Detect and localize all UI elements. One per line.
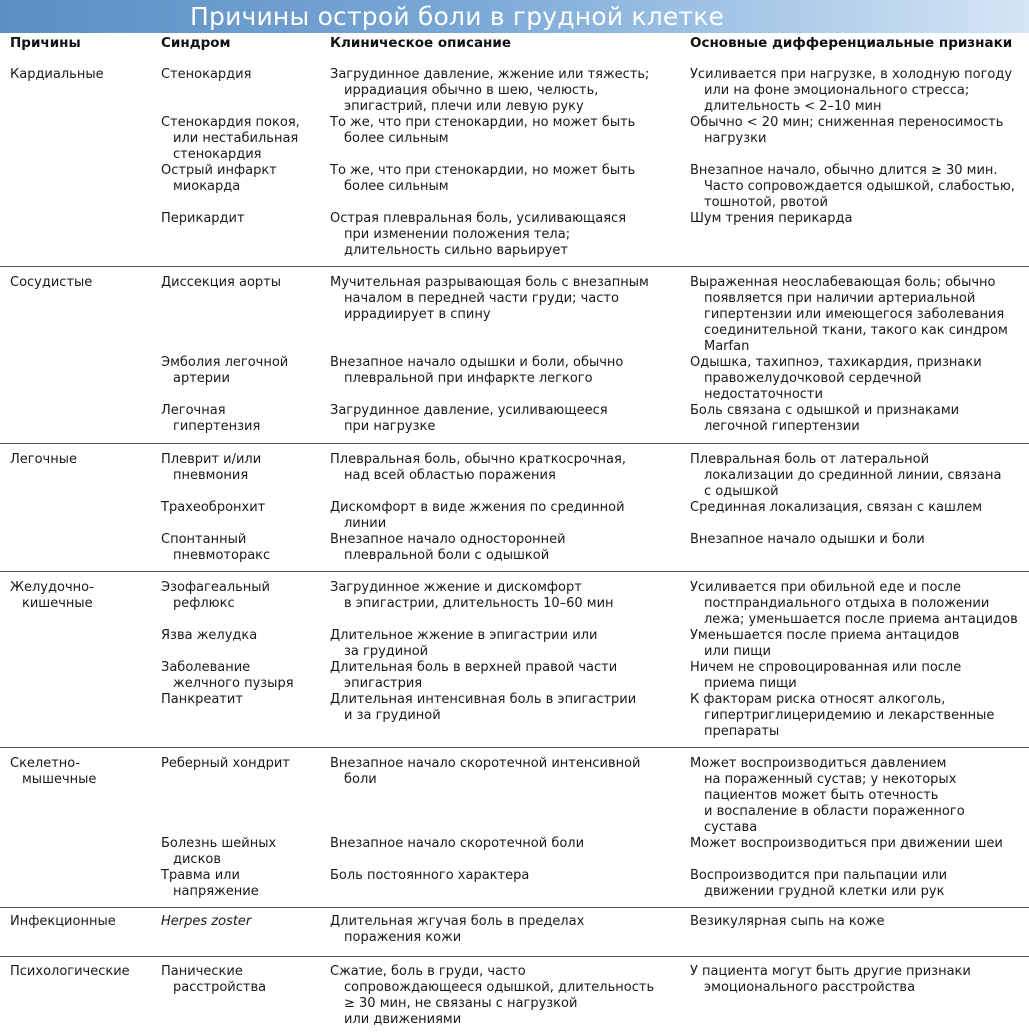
- syndrome-cell: [161, 964, 266, 996]
- clinical-cell-line: длительность сильно варьирует: [344, 243, 568, 258]
- syndrome-cell: [161, 580, 270, 612]
- group-name: [10, 580, 94, 612]
- differential-cell-line: постпрандиального отдыха в положении: [704, 596, 990, 611]
- differential-cell-line: Срединная локализация, связан с кашлем: [690, 500, 983, 515]
- differential-cell-line: Выраженная неослабевающая боль; обычно: [690, 275, 996, 290]
- differential-cell: [690, 692, 994, 740]
- syndrome-cell: [161, 275, 281, 291]
- group-name: Сосудистые: [10, 275, 93, 290]
- clinical-cell-line: Загрудинное давление, усиливающееся: [330, 403, 608, 418]
- differential-cell-line: Боль связана с одышкой и признаками: [690, 403, 960, 418]
- differential-cell-line: сустава: [704, 820, 758, 835]
- clinical-cell-line: Внезапное начало скоротечной боли: [330, 836, 585, 851]
- clinical-cell: [330, 275, 649, 323]
- differential-cell-line: лежа; уменьшается после приема антацидов: [704, 612, 1018, 627]
- differential-cell-line: на пораженный сустав; у некоторых: [704, 772, 957, 787]
- differential-cell-line: эмоционального расстройства: [704, 980, 916, 995]
- group-separator: [0, 747, 1029, 748]
- differential-cell: [690, 660, 961, 692]
- differential-cell: [690, 355, 982, 403]
- syndrome-cell: [161, 868, 259, 900]
- clinical-cell: [330, 452, 626, 484]
- syndrome-cell-line: рефлюкс: [173, 596, 235, 611]
- clinical-cell: [330, 115, 635, 147]
- clinical-cell: [330, 628, 597, 660]
- differential-cell-line: Обычно < 20 мин; сниженная переносимость: [690, 115, 1004, 130]
- clinical-cell-line: эпигастрия: [344, 676, 423, 691]
- differential-cell-line: Одышка, тахипноэ, тахикардия, признаки: [690, 355, 982, 370]
- group-name: Инфекционные: [10, 914, 116, 929]
- syndrome-cell-line: стенокардия: [173, 147, 262, 162]
- syndrome-cell: [161, 211, 245, 227]
- syndrome-cell: [161, 115, 300, 163]
- clinical-cell-line: поражения кожи: [344, 930, 462, 945]
- differential-cell: [690, 914, 884, 930]
- syndrome-cell-line: Диссекция аорты: [161, 275, 282, 290]
- group-name-line: Скелетно-: [10, 756, 80, 771]
- clinical-cell-line: Сжатие, боль в груди, часто: [330, 964, 526, 979]
- clinical-cell-line: Длительная интенсивная боль в эпигастрии: [330, 692, 637, 707]
- clinical-cell-line: и за грудиной: [344, 708, 441, 723]
- differential-cell-line: Плевральная боль от латеральной: [690, 452, 930, 467]
- differential-cell-line: пациентов может быть отечность: [704, 788, 939, 803]
- syndrome-cell-line: Болезнь шейных: [161, 836, 277, 851]
- clinical-cell-line: началом в передней части груди; часто: [344, 291, 619, 306]
- clinical-cell-line: при нагрузке: [344, 419, 436, 434]
- syndrome-cell-line: Панкреатит: [161, 692, 243, 707]
- differential-cell: [690, 580, 1018, 628]
- differential-cell-line: гипертензии или имеющегося заболевания: [704, 307, 1005, 322]
- clinical-cell: [330, 756, 641, 788]
- differential-cell: [690, 275, 1008, 355]
- syndrome-cell-line: Плеврит и/или: [161, 452, 262, 467]
- differential-cell-line: Воспроизводится при пальпации или: [690, 868, 948, 883]
- differential-cell: [690, 67, 1012, 115]
- group-separator: [0, 266, 1029, 267]
- clinical-cell-line: Внезапное начало скоротечной интенсивной: [330, 756, 641, 771]
- clinical-cell-line: То же, что при стенокардии, но может быть: [330, 163, 636, 178]
- differential-cell-line: Внезапное начало одышки и боли: [690, 532, 925, 547]
- differential-cell-line: Везикулярная сыпь на коже: [690, 914, 885, 929]
- differential-cell-line: или на фоне эмоционального стресса;: [704, 83, 970, 98]
- differential-cell-line: недостаточности: [704, 387, 823, 402]
- clinical-cell-line: иррадиация обычно в шею, челюсть,: [344, 83, 599, 98]
- clinical-cell: [330, 403, 608, 435]
- group-separator: [0, 956, 1029, 957]
- syndrome-cell-line: Эзофагеальный: [161, 580, 271, 595]
- differential-cell-line: Marfan: [704, 339, 750, 354]
- differential-cell-line: движении грудной клетки или рук: [704, 884, 945, 899]
- differential-cell-line: длительность < 2–10 мин: [704, 99, 882, 114]
- clinical-cell-line: Мучительная разрывающая боль с внезапным: [330, 275, 649, 290]
- differential-cell-line: и воспаление в области пораженного: [704, 804, 965, 819]
- syndrome-cell-line: желчного пузыря: [173, 676, 294, 691]
- clinical-cell-line: иррадиирует в спину: [344, 307, 491, 322]
- syndrome-cell-line: пневмоторакс: [173, 548, 271, 563]
- clinical-cell-line: Загрудинное жжение и дискомфорт: [330, 580, 582, 595]
- group-separator: [0, 907, 1029, 908]
- clinical-cell-line: над всей областью поражения: [344, 468, 556, 483]
- differential-cell-line: с одышкой: [704, 484, 779, 499]
- differential-cell-line: Внезапное начало, обычно длится ≥ 30 мин.: [690, 163, 998, 178]
- syndrome-cell-line: дисков: [173, 852, 222, 867]
- syndrome-cell-line: Эмболия легочной: [161, 355, 289, 370]
- group-name: Кардиальные: [10, 67, 104, 82]
- syndrome-cell-line: пневмония: [173, 468, 249, 483]
- syndrome-cell: [161, 532, 270, 564]
- syndrome-cell-line: Язва желудка: [161, 628, 258, 643]
- title-banner: [0, 0, 1029, 33]
- syndrome-cell-line: Заболевание: [161, 660, 251, 675]
- syndrome-cell-line: Стенокардия покоя,: [161, 115, 300, 130]
- clinical-cell: [330, 211, 626, 259]
- group-name-line: Желудочно-: [10, 580, 94, 595]
- differential-cell-line: тошнотой, рвотой: [704, 195, 828, 210]
- clinical-cell-line: при изменении положения тела;: [344, 227, 571, 242]
- header-cause: Причины: [10, 35, 81, 51]
- differential-cell: [690, 532, 925, 548]
- differential-cell-line: или пищи: [704, 644, 771, 659]
- differential-cell: [690, 211, 852, 227]
- group-separator: [0, 443, 1029, 444]
- differential-cell: [690, 628, 959, 660]
- clinical-cell-line: линии: [344, 516, 387, 531]
- group-name-line: кишечные: [22, 596, 93, 611]
- syndrome-cell-line: Реберный хондрит: [161, 756, 290, 771]
- clinical-cell-line: сопровождающееся одышкой, длительность: [344, 980, 655, 995]
- clinical-cell-line: Загрудинное давление, жжение или тяжесть;: [330, 67, 650, 82]
- clinical-cell-line: Длительная боль в верхней правой части: [330, 660, 618, 675]
- clinical-cell-line: за грудиной: [344, 644, 429, 659]
- differential-cell-line: Усиливается при обильной еде и после: [690, 580, 961, 595]
- differential-cell-line: локализации до срединной линии, связана: [704, 468, 1002, 483]
- syndrome-cell-line: напряжение: [173, 884, 259, 899]
- syndrome-cell: [161, 692, 243, 708]
- syndrome-cell-line: артерии: [173, 371, 230, 386]
- clinical-cell: [330, 500, 625, 532]
- differential-cell-line: появляется при наличии артериальной: [704, 291, 976, 306]
- clinical-cell-line: Острая плевральная боль, усиливающаяся: [330, 211, 627, 226]
- syndrome-cell-line: Спонтанный: [161, 532, 247, 547]
- differential-cell: [690, 115, 1003, 147]
- clinical-cell: [330, 692, 636, 724]
- group-name: [10, 756, 96, 788]
- syndrome-cell-line: Стенокардия: [161, 67, 252, 82]
- syndrome-cell-line: миокарда: [173, 179, 241, 194]
- clinical-cell-line: Внезапное начало одышки и боли, обычно: [330, 355, 624, 370]
- group-separator: [0, 571, 1029, 572]
- syndrome-cell: [161, 836, 276, 868]
- syndrome-cell: [161, 355, 288, 387]
- differential-cell-line: Может воспроизводиться давлением: [690, 756, 947, 771]
- differential-cell-line: соединительной ткани, такого как синдром: [704, 323, 1008, 338]
- syndrome-cell: [161, 403, 260, 435]
- clinical-cell-line: Плевральная боль, обычно краткосрочная,: [330, 452, 626, 467]
- clinical-cell: [330, 914, 584, 946]
- syndrome-cell: [161, 756, 290, 772]
- differential-cell-line: Шум трения перикарда: [690, 211, 853, 226]
- clinical-cell-line: боли: [344, 772, 377, 787]
- syndrome-cell: [161, 914, 251, 930]
- differential-cell-line: Может воспроизводиться при движении шеи: [690, 836, 1003, 851]
- group-name-line: мышечные: [22, 772, 97, 787]
- clinical-cell-line: ≥ 30 мин, не связаны с нагрузкой: [344, 996, 578, 1011]
- syndrome-cell-line: расстройства: [173, 980, 267, 995]
- syndrome-cell-line: Herpes zoster: [161, 914, 252, 929]
- syndrome-cell: [161, 660, 294, 692]
- clinical-cell: [330, 836, 584, 852]
- differential-cell-line: Ничем не спровоцированная или после: [690, 660, 962, 675]
- differential-cell-line: препараты: [704, 724, 780, 739]
- differential-cell: [690, 836, 1003, 852]
- differential-cell-line: Уменьшается после приема антацидов: [690, 628, 960, 643]
- syndrome-cell: [161, 67, 251, 83]
- clinical-cell: [330, 67, 649, 115]
- page-title: Причины острой боли в грудной клетке: [190, 2, 725, 31]
- clinical-cell-line: То же, что при стенокардии, но может быть: [330, 115, 636, 130]
- clinical-cell: [330, 355, 623, 387]
- syndrome-cell-line: Травма или: [161, 868, 240, 883]
- clinical-cell-line: Внезапное начало односторонней: [330, 532, 566, 547]
- clinical-cell-line: более сильным: [344, 131, 449, 146]
- syndrome-cell-line: Легочная: [161, 403, 226, 418]
- clinical-cell: [330, 868, 529, 884]
- differential-cell: [690, 756, 965, 836]
- header-syndrome: Синдром: [161, 35, 231, 51]
- header-clinical: Клиническое описание: [330, 35, 512, 51]
- syndrome-cell-line: или нестабильная: [173, 131, 299, 146]
- clinical-cell: [330, 580, 614, 612]
- differential-cell: [690, 163, 1015, 211]
- clinical-cell: [330, 532, 566, 564]
- group-name: Легочные: [10, 452, 77, 467]
- clinical-cell-line: Длительное жжение в эпигастрии или: [330, 628, 598, 643]
- clinical-cell-line: в эпигастрии, длительность 10–60 мин: [344, 596, 614, 611]
- syndrome-cell: [161, 452, 261, 484]
- clinical-cell-line: эпигастрий, плечи или левую руку: [344, 99, 584, 114]
- differential-cell: [690, 964, 971, 996]
- differential-cell-line: гипертриглицеридемию и лекарственные: [704, 708, 995, 723]
- differential-cell-line: приема пищи: [704, 676, 797, 691]
- syndrome-cell-line: Трахеобронхит: [161, 500, 266, 515]
- differential-cell: [690, 452, 1001, 500]
- differential-cell-line: легочной гипертензии: [704, 419, 860, 434]
- clinical-cell-line: Длительная жгучая боль в пределах: [330, 914, 585, 929]
- clinical-cell: [330, 163, 635, 195]
- differential-cell: [690, 868, 947, 900]
- syndrome-cell: [161, 500, 265, 516]
- differential-cell: [690, 403, 959, 435]
- clinical-cell-line: плевральной при инфаркте легкого: [344, 371, 593, 386]
- clinical-cell-line: или движениями: [344, 1012, 462, 1027]
- clinical-cell-line: Боль постоянного характера: [330, 868, 530, 883]
- differential-cell-line: К факторам риска относят алкоголь,: [690, 692, 946, 707]
- clinical-cell-line: более сильным: [344, 179, 449, 194]
- differential-cell-line: Часто сопровождается одышкой, слабостью,: [704, 179, 1015, 194]
- syndrome-cell-line: Перикардит: [161, 211, 245, 226]
- syndrome-cell-line: Панические: [161, 964, 243, 979]
- differential-cell: [690, 500, 982, 516]
- header-differential: Основные дифференциальные признаки: [690, 35, 1013, 51]
- differential-cell-line: правожелудочковой сердечной: [704, 371, 922, 386]
- syndrome-cell: [161, 163, 277, 195]
- clinical-cell-line: Дискомфорт в виде жжения по срединной: [330, 500, 625, 515]
- syndrome-cell-line: Острый инфаркт: [161, 163, 277, 178]
- differential-cell-line: У пациента могут быть другие признаки: [690, 964, 971, 979]
- syndrome-cell: [161, 628, 257, 644]
- syndrome-cell-line: гипертензия: [173, 419, 261, 434]
- differential-cell-line: Усиливается при нагрузке, в холодную погоду: [690, 67, 1013, 82]
- differential-cell-line: нагрузки: [704, 131, 767, 146]
- clinical-cell-line: плевральной боли с одышкой: [344, 548, 550, 563]
- clinical-cell: [330, 964, 654, 1028]
- group-name: Психологические: [10, 964, 130, 979]
- clinical-cell: [330, 660, 617, 692]
